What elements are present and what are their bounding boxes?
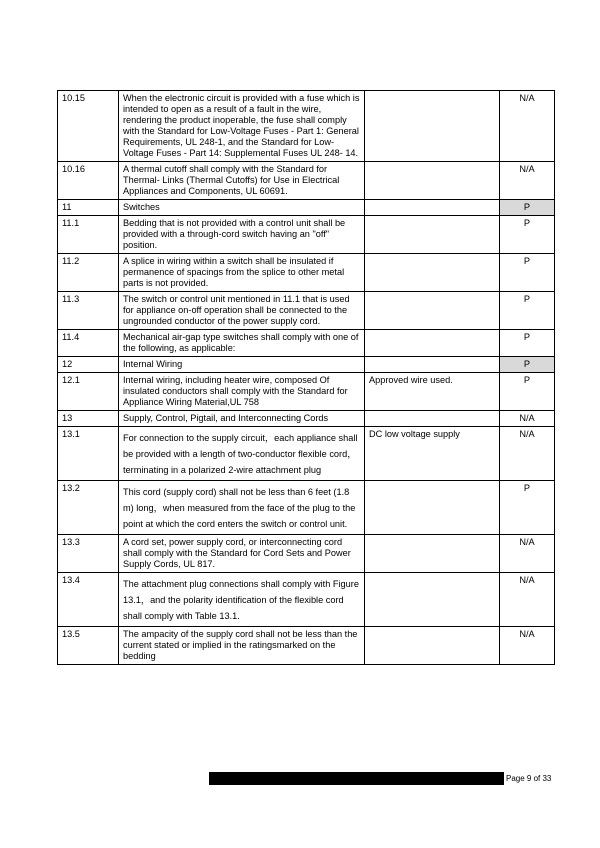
redacted-bar	[209, 772, 504, 785]
table-row	[58, 373, 555, 411]
result-remark	[365, 573, 500, 627]
result-remark	[365, 411, 500, 427]
clause-number: 12	[58, 357, 119, 373]
verdict: N/A	[500, 411, 555, 427]
clause-number: 13.2	[58, 481, 119, 535]
verdict: P	[500, 481, 555, 535]
table-row	[58, 91, 555, 162]
result-remark	[365, 216, 500, 254]
verdict: N/A	[500, 91, 555, 162]
result-remark: DC low voltage supply	[365, 427, 500, 481]
result-remark	[365, 357, 500, 373]
clause-number: 13.1	[58, 427, 119, 481]
clause-number: 11.1	[58, 216, 119, 254]
clause-number: 13.5	[58, 627, 119, 665]
table-row	[58, 216, 555, 254]
verdict: N/A	[500, 427, 555, 481]
result-remark	[365, 162, 500, 200]
section-heading: Supply, Control, Pigtail, and Interconnecting Cords	[119, 411, 365, 427]
verdict: N/A	[500, 627, 555, 665]
clause-number: 13.4	[58, 573, 119, 627]
clause-number: 10.15	[58, 91, 119, 162]
result-remark	[365, 481, 500, 535]
result-remark	[365, 254, 500, 292]
clause-number: 11.3	[58, 292, 119, 330]
table-row	[58, 330, 555, 357]
section-heading: Switches	[119, 200, 365, 216]
verdict: P	[500, 292, 555, 330]
table-row	[58, 200, 555, 216]
table-row	[58, 254, 555, 292]
verdict: P	[500, 357, 555, 373]
table-row	[58, 481, 555, 535]
requirement-text: This cord (supply cord) shall not be less than 6 feet (1.8 m) long，when measured from the face of the plug to the point at which the cord enters the switch or control unit.	[119, 481, 365, 535]
requirement-text: A thermal cutoff shall comply with the Standard for Thermal- Links (Thermal Cutoffs) for Use in Electrical Appliances and Components, UL 60691.	[119, 162, 365, 200]
table-row	[58, 162, 555, 200]
clause-number: 11	[58, 200, 119, 216]
table-row	[58, 627, 555, 665]
table-row	[58, 427, 555, 481]
clause-number: 13.3	[58, 535, 119, 573]
verdict: P	[500, 373, 555, 411]
result-remark	[365, 330, 500, 357]
result-remark	[365, 627, 500, 665]
requirement-text: When the electronic circuit is provided with a fuse which is intended to open as a result of a fault in the wire, rendering the product inoperable, the fuse shall comply with the Standard for Low-Voltage Fuses - Part 1: General Requirements, UL 248-1, and the Standard for Low-Voltage Fuses - Part 14: Supplemental Fuses UL 248- 14.	[119, 91, 365, 162]
verdict: N/A	[500, 535, 555, 573]
clause-number: 13	[58, 411, 119, 427]
requirement-text: The ampacity of the supply cord shall not be less than the current stated or implied in the ratingsmarked on the bedding	[119, 627, 365, 665]
page-number: Page 9 of 33	[506, 774, 552, 783]
requirement-text: The attachment plug connections shall comply with Figure 13.1，and the polarity identification of the flexible cord shall comply with Table 13.1.	[119, 573, 365, 627]
clause-number: 12.1	[58, 373, 119, 411]
requirement-text: Internal wiring, including heater wire, composed Of insulated conductors shall comply with the Standard for Appliance Wiring Material,UL 758	[119, 373, 365, 411]
verdict: P	[500, 330, 555, 357]
verdict: N/A	[500, 162, 555, 200]
requirement-text: For connection to the supply circuit，each appliance shall be provided with a length of two-conductor flexible cord，terminating in a polarized 2-wire attachment plug	[119, 427, 365, 481]
table-row	[58, 357, 555, 373]
clause-number: 11.2	[58, 254, 119, 292]
clause-number: 10.16	[58, 162, 119, 200]
requirement-text: Mechanical air-gap type switches shall comply with one of the following, as applicable:	[119, 330, 365, 357]
result-remark	[365, 200, 500, 216]
table-row	[58, 292, 555, 330]
verdict: P	[500, 200, 555, 216]
verdict: N/A	[500, 573, 555, 627]
clause-number: 11.4	[58, 330, 119, 357]
requirement-text: The switch or control unit mentioned in 11.1 that is used for appliance on-off operation shall be connected to the ungrounded conductor of the power supply cord.	[119, 292, 365, 330]
table-row	[58, 535, 555, 573]
result-remark	[365, 91, 500, 162]
result-remark	[365, 535, 500, 573]
result-remark	[365, 292, 500, 330]
requirement-text: Bedding that is not provided with a control unit shall be provided with a through-cord switch having an "off" position.	[119, 216, 365, 254]
table-row	[58, 411, 555, 427]
result-remark: Approved wire used.	[365, 373, 500, 411]
verdict: P	[500, 254, 555, 292]
requirement-text: A splice in wiring within a switch shall be insulated if permanence of spacings from the splice to other metal parts is not provided.	[119, 254, 365, 292]
verdict: P	[500, 216, 555, 254]
section-heading: Internal Wiring	[119, 357, 365, 373]
requirement-text: A cord set, power supply cord, or interconnecting cord shall comply with the Standard for Cord Sets and Power Supply Cords, UL 817.	[119, 535, 365, 573]
table-row	[58, 573, 555, 627]
requirements-table	[57, 90, 555, 665]
